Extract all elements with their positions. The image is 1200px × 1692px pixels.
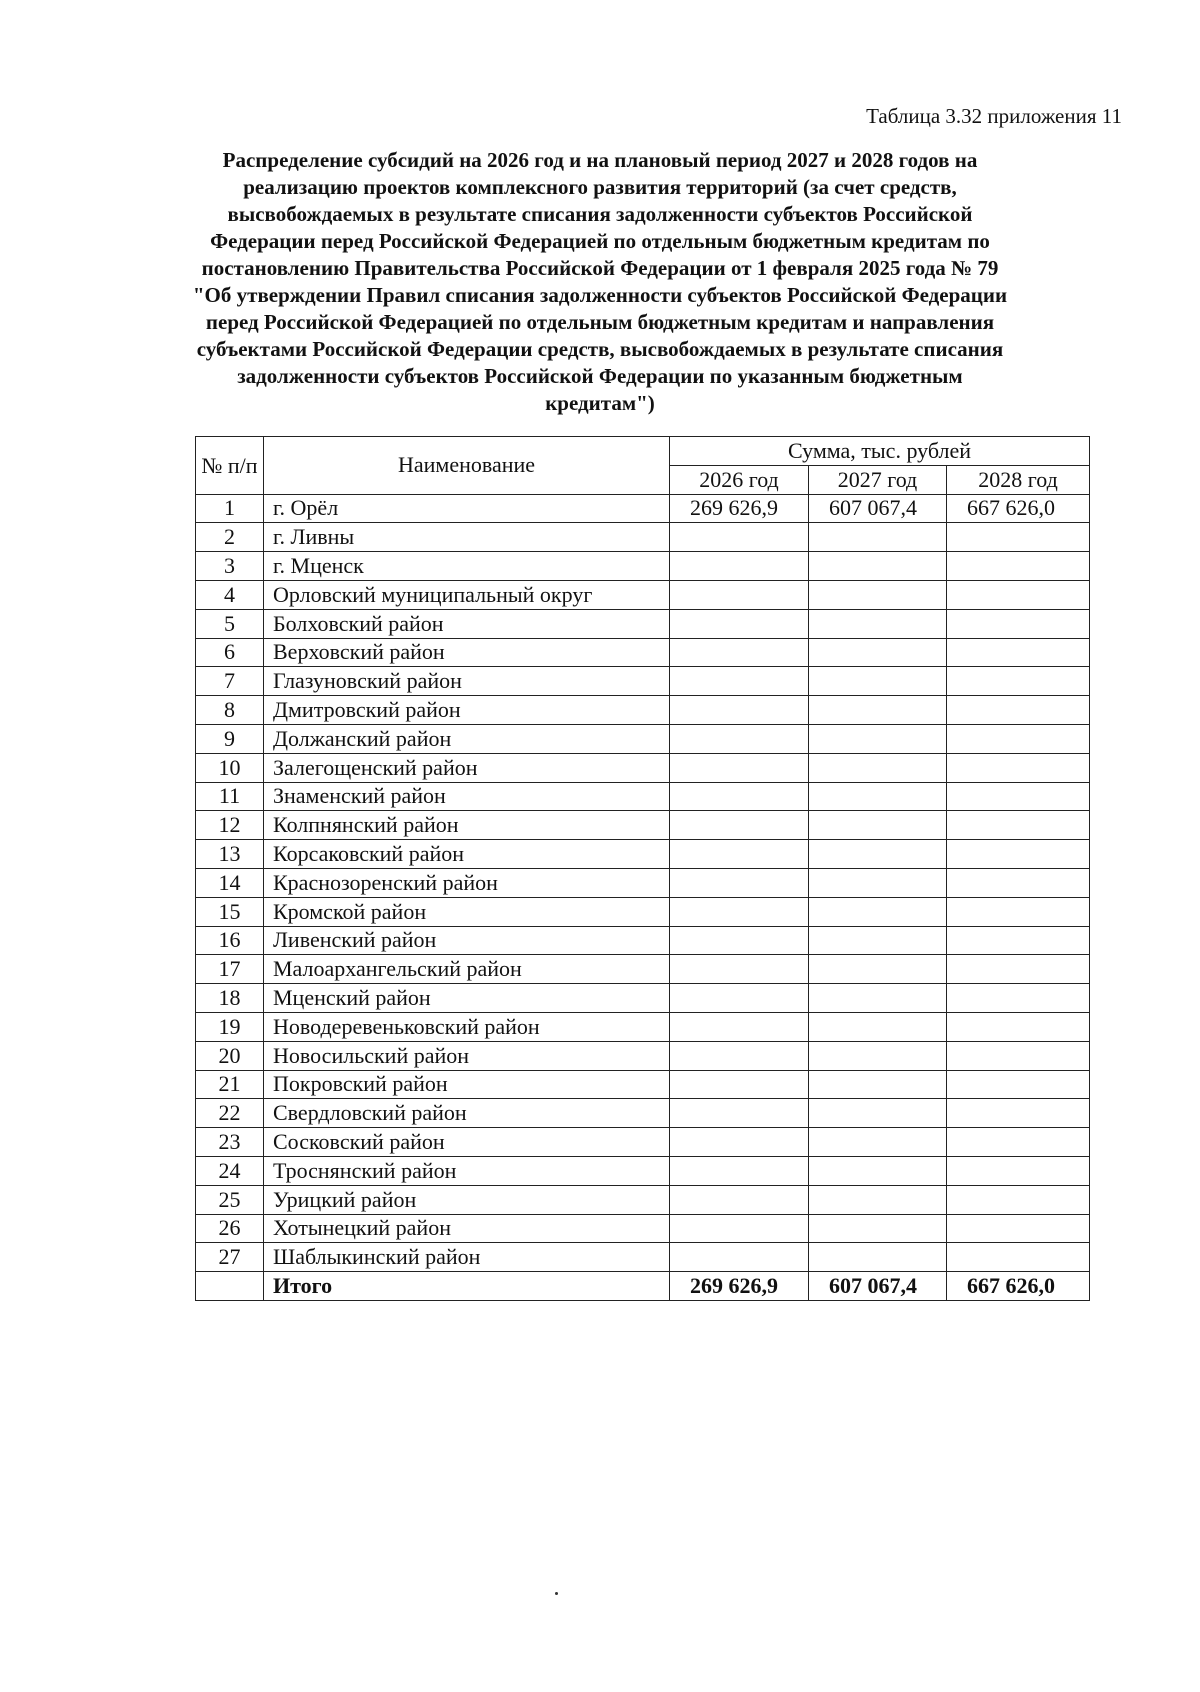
row-value-2: [947, 552, 1090, 581]
row-name: Кромской район: [264, 897, 670, 926]
row-value-2: [947, 609, 1090, 638]
row-value-0: [670, 1185, 809, 1214]
row-name: Корсаковский район: [264, 840, 670, 869]
table-row: [196, 696, 1090, 725]
total-row: [196, 1272, 1090, 1301]
row-value-0: [670, 1243, 809, 1272]
header-year-2027: 2027 год: [809, 465, 947, 494]
row-name: Знаменский район: [264, 782, 670, 811]
row-number: 23: [196, 1128, 264, 1157]
row-value-0: [670, 897, 809, 926]
row-value-1: [809, 523, 947, 552]
row-number: 4: [196, 580, 264, 609]
row-value-1: [809, 1099, 947, 1128]
row-name: г. Орёл: [264, 494, 670, 523]
table-row: [196, 1099, 1090, 1128]
row-value-2: [947, 811, 1090, 840]
row-value-1: [809, 1243, 947, 1272]
row-number: 13: [196, 840, 264, 869]
table-row: [196, 1156, 1090, 1185]
row-value-2: [947, 1012, 1090, 1041]
row-value-1: [809, 580, 947, 609]
row-value-2: [947, 1156, 1090, 1185]
row-value-1: [809, 811, 947, 840]
table-row: [196, 523, 1090, 552]
table-row: [196, 1041, 1090, 1070]
table-row: [196, 552, 1090, 581]
row-name: Должанский район: [264, 724, 670, 753]
title-line: кредитам"): [545, 391, 655, 415]
row-value-0: [670, 753, 809, 782]
header-number: № п/п: [196, 437, 264, 495]
row-value-2: [947, 840, 1090, 869]
row-value-0: [670, 984, 809, 1013]
row-value-2: [947, 984, 1090, 1013]
table-row: [196, 811, 1090, 840]
scan-speck: [555, 1592, 558, 1595]
row-value-0: [670, 552, 809, 581]
row-value-1: [809, 955, 947, 984]
row-value-0: [670, 868, 809, 897]
row-value-0: [670, 811, 809, 840]
row-name: Свердловский район: [264, 1099, 670, 1128]
header-year-2026: 2026 год: [670, 465, 809, 494]
row-number: 26: [196, 1214, 264, 1243]
row-value-2: [947, 1099, 1090, 1128]
title-line: высвобождаемых в результате списания задолженности субъектов Российской: [227, 202, 973, 226]
table-row: [196, 638, 1090, 667]
header-row: [196, 437, 1090, 466]
row-number: 18: [196, 984, 264, 1013]
row-value-2: [947, 724, 1090, 753]
title-line: Распределение субсидий на 2026 год и на плановый период 2027 и 2028 годов на: [222, 148, 978, 172]
row-name: г. Мценск: [264, 552, 670, 581]
row-value-1: [809, 1070, 947, 1099]
title-line: постановлению Правительства Российской Федерации от 1 февраля 2025 года № 79: [201, 256, 999, 280]
table-row: [196, 1128, 1090, 1157]
row-value-1: [809, 984, 947, 1013]
row-value-0: [670, 840, 809, 869]
row-value-0: [670, 696, 809, 725]
row-name: Шаблыкинский район: [264, 1243, 670, 1272]
row-name: Колпнянский район: [264, 811, 670, 840]
total-value-0: 269 626,9: [670, 1272, 809, 1301]
row-number: 25: [196, 1185, 264, 1214]
row-number: 19: [196, 1012, 264, 1041]
title-line: субъектами Российской Федерации средств, высвобождаемых в результате списания: [196, 337, 1004, 361]
row-name: Верховский район: [264, 638, 670, 667]
row-name: Орловский муниципальный округ: [264, 580, 670, 609]
row-name: Глазуновский район: [264, 667, 670, 696]
row-value-1: [809, 638, 947, 667]
table-row: [196, 1012, 1090, 1041]
row-value-2: [947, 753, 1090, 782]
row-name: Новосильский район: [264, 1041, 670, 1070]
table-row: [196, 753, 1090, 782]
row-name: Новодеревеньковский район: [264, 1012, 670, 1041]
row-value-2: [947, 926, 1090, 955]
title-line: задолженности субъектов Российской Федерации по указанным бюджетным: [237, 364, 963, 388]
row-number: 20: [196, 1041, 264, 1070]
row-number: 1: [196, 494, 264, 523]
row-value-2: [947, 1185, 1090, 1214]
row-value-0: [670, 1012, 809, 1041]
table-row: [196, 494, 1090, 523]
row-value-1: [809, 1185, 947, 1214]
row-value-0: [670, 1156, 809, 1185]
row-value-2: [947, 1214, 1090, 1243]
title-line: реализацию проектов комплексного развития территорий (за счет средств,: [243, 175, 957, 199]
row-number: 11: [196, 782, 264, 811]
row-name: Сосковский район: [264, 1128, 670, 1157]
row-value-2: [947, 868, 1090, 897]
total-label: Итого: [264, 1272, 670, 1301]
table-row: [196, 840, 1090, 869]
table-body: [196, 494, 1090, 1300]
header-year-2028: 2028 год: [947, 465, 1090, 494]
row-value-0: [670, 638, 809, 667]
row-value-2: [947, 638, 1090, 667]
title-line: "Об утверждении Правил списания задолженности субъектов Российской Федерации: [192, 283, 1008, 307]
table-row: [196, 1185, 1090, 1214]
row-name: Болховский район: [264, 609, 670, 638]
row-number: 8: [196, 696, 264, 725]
row-value-2: [947, 1243, 1090, 1272]
table-caption: Таблица 3.32 приложения 11: [866, 104, 1122, 128]
row-number: 9: [196, 724, 264, 753]
table-row: [196, 897, 1090, 926]
row-number: 17: [196, 955, 264, 984]
row-number: 3: [196, 552, 264, 581]
row-value-1: [809, 868, 947, 897]
row-value-2: [947, 580, 1090, 609]
table-row: [196, 868, 1090, 897]
row-value-1: [809, 696, 947, 725]
table-row: [196, 984, 1090, 1013]
row-value-0: [670, 667, 809, 696]
row-number: 16: [196, 926, 264, 955]
row-value-1: [809, 926, 947, 955]
row-value-2: [947, 955, 1090, 984]
row-value-1: [809, 782, 947, 811]
row-name: Малоархангельский район: [264, 955, 670, 984]
table-row: [196, 1070, 1090, 1099]
total-value-2: 667 626,0: [947, 1272, 1090, 1301]
row-number: 27: [196, 1243, 264, 1272]
row-value-1: [809, 840, 947, 869]
row-name: Дмитровский район: [264, 696, 670, 725]
row-name: Мценский район: [264, 984, 670, 1013]
row-number: 7: [196, 667, 264, 696]
row-number: 15: [196, 897, 264, 926]
row-value-0: [670, 782, 809, 811]
row-name: г. Ливны: [264, 523, 670, 552]
table-row: [196, 724, 1090, 753]
row-name: Покровский район: [264, 1070, 670, 1099]
row-value-0: [670, 926, 809, 955]
row-name: Краснозоренский район: [264, 868, 670, 897]
table-row: [196, 1243, 1090, 1272]
row-value-1: [809, 1156, 947, 1185]
title-line: перед Российской Федерацией по отдельным бюджетным кредитам и направления: [205, 310, 995, 334]
subsidy-table: [195, 436, 1090, 1301]
table-row: [196, 955, 1090, 984]
table-row: [196, 926, 1090, 955]
row-name: Залегощенский район: [264, 753, 670, 782]
row-value-2: [947, 667, 1090, 696]
row-name: Хотынецкий район: [264, 1214, 670, 1243]
header-sum: Сумма, тыс. рублей: [670, 437, 1090, 466]
row-value-0: [670, 1041, 809, 1070]
row-value-0: [670, 580, 809, 609]
table-row: [196, 782, 1090, 811]
row-number: 5: [196, 609, 264, 638]
table-row: [196, 609, 1090, 638]
row-value-1: [809, 897, 947, 926]
table-row: [196, 1214, 1090, 1243]
row-value-0: [670, 609, 809, 638]
row-value-1: [809, 552, 947, 581]
row-value-2: [947, 897, 1090, 926]
total-number-cell: [196, 1272, 264, 1301]
document-title: [150, 147, 1050, 417]
row-number: 12: [196, 811, 264, 840]
row-value-0: [670, 1214, 809, 1243]
row-value-1: [809, 609, 947, 638]
row-value-2: [947, 696, 1090, 725]
title-line: Федерации перед Российской Федерацией по отдельным бюджетным кредитам по: [210, 229, 990, 253]
row-value-0: [670, 1099, 809, 1128]
row-value-2: [947, 1041, 1090, 1070]
row-value-2: 667 626,0: [947, 494, 1090, 523]
row-value-2: [947, 523, 1090, 552]
row-name: Урицкий район: [264, 1185, 670, 1214]
total-value-1: 607 067,4: [809, 1272, 947, 1301]
row-value-2: [947, 1070, 1090, 1099]
row-value-0: [670, 523, 809, 552]
row-number: 21: [196, 1070, 264, 1099]
header-name: Наименование: [264, 437, 670, 495]
row-value-1: [809, 1041, 947, 1070]
row-value-2: [947, 782, 1090, 811]
row-number: 22: [196, 1099, 264, 1128]
row-number: 10: [196, 753, 264, 782]
row-value-2: [947, 1128, 1090, 1157]
row-value-0: [670, 955, 809, 984]
row-value-0: [670, 724, 809, 753]
row-number: 6: [196, 638, 264, 667]
row-value-0: [670, 1070, 809, 1099]
row-number: 2: [196, 523, 264, 552]
row-name: Троснянский район: [264, 1156, 670, 1185]
row-value-0: [670, 1128, 809, 1157]
table-row: [196, 580, 1090, 609]
row-name: Ливенский район: [264, 926, 670, 955]
row-value-1: [809, 724, 947, 753]
row-number: 14: [196, 868, 264, 897]
row-number: 24: [196, 1156, 264, 1185]
row-value-1: 607 067,4: [809, 494, 947, 523]
row-value-0: 269 626,9: [670, 494, 809, 523]
row-value-1: [809, 667, 947, 696]
row-value-1: [809, 1012, 947, 1041]
row-value-1: [809, 753, 947, 782]
row-value-1: [809, 1128, 947, 1157]
row-value-1: [809, 1214, 947, 1243]
table-row: [196, 667, 1090, 696]
